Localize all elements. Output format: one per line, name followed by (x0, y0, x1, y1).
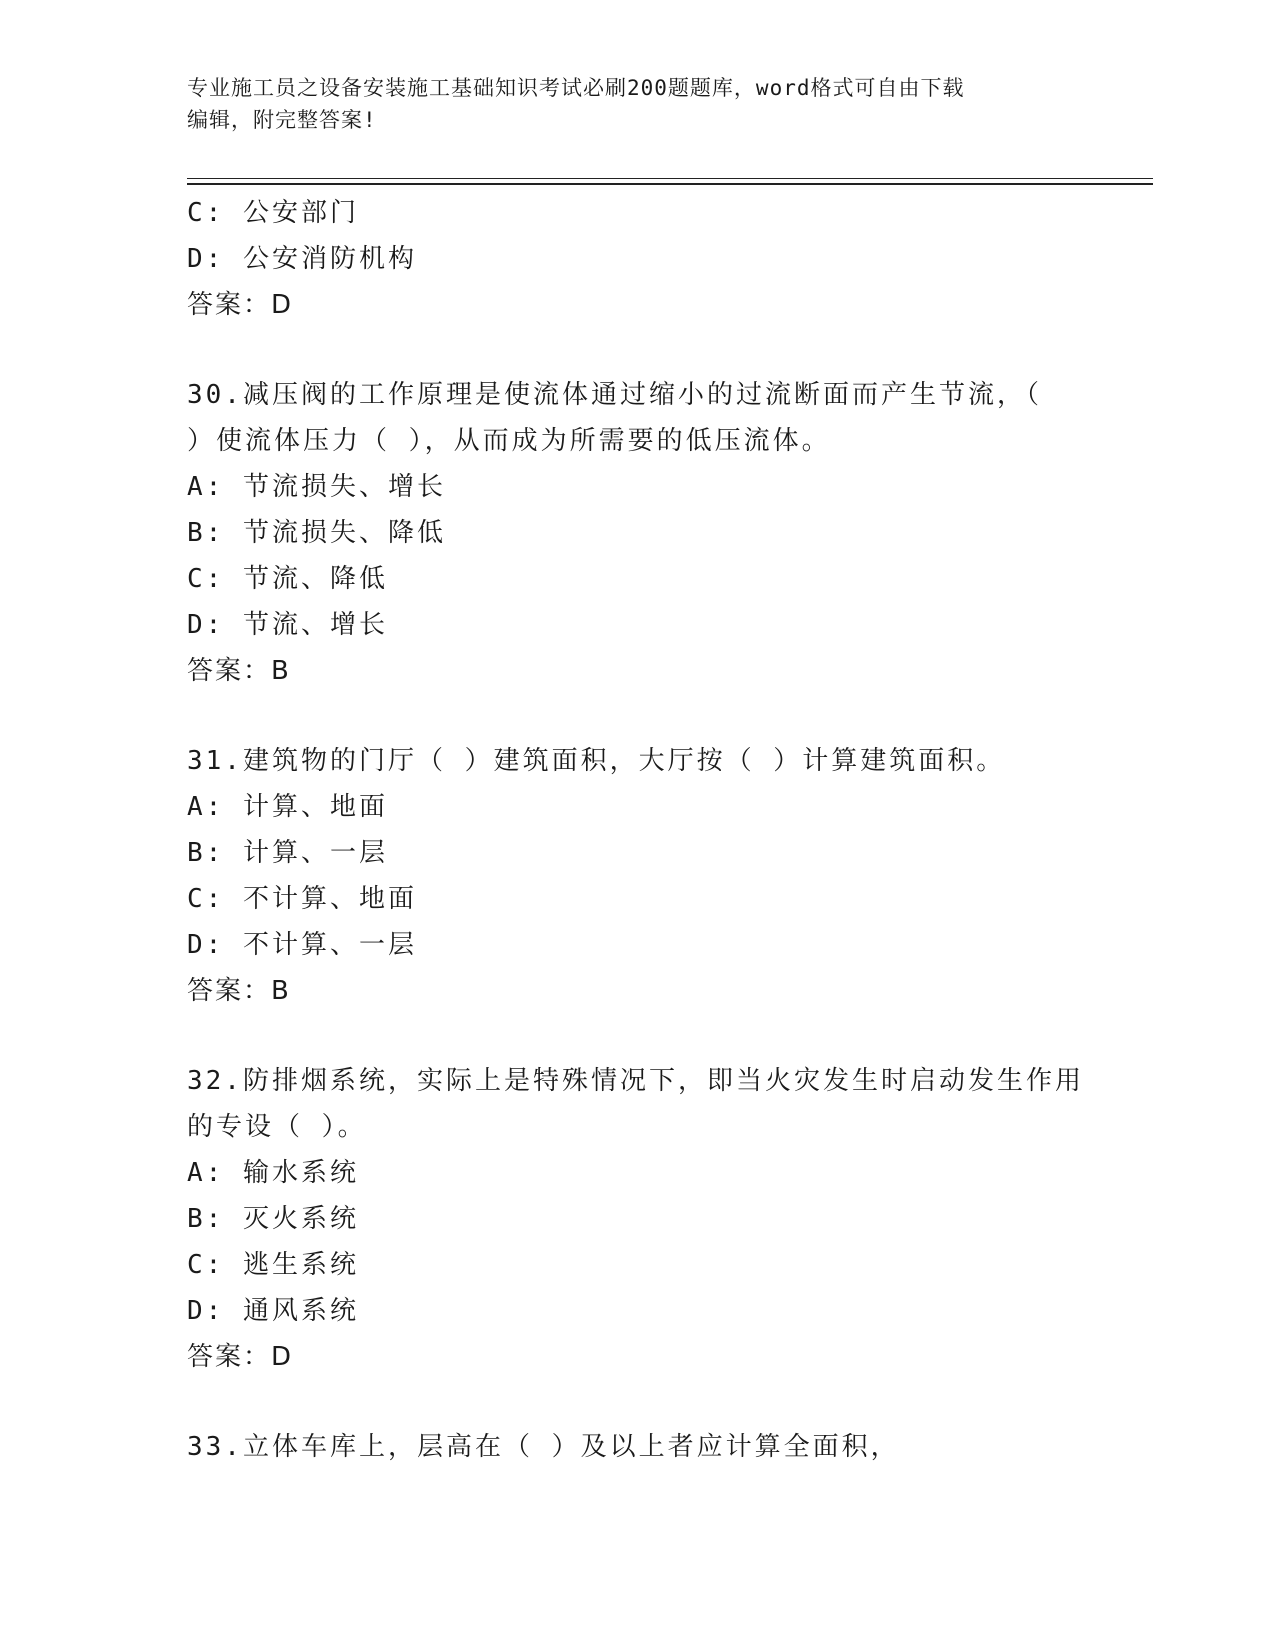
answer: 答案：D (187, 1342, 294, 1372)
option-b: B: 灭火系统 (187, 1204, 359, 1234)
question-stem-line-1: 32.防排烟系统，实际上是特殊情况下，即当火灾发生时启动发生作用 (187, 1066, 1084, 1096)
option-a: A: 计算、地面 (187, 792, 388, 822)
question-29 (187, 190, 1087, 328)
option-b: B: 节流损失、降低 (187, 518, 446, 548)
spacer (187, 1380, 1087, 1424)
option-a: A: 节流损失、增长 (187, 472, 446, 502)
spacer (187, 328, 1087, 372)
document-header (187, 72, 1087, 136)
question-stem-line-1: 30.减压阀的工作原理是使流体通过缩小的过流断面而产生节流，（ (187, 380, 1042, 410)
question-30 (187, 372, 1087, 694)
option-d: D: 不计算、一层 (187, 930, 417, 960)
option-d: D: 节流、增长 (187, 610, 388, 640)
question-32 (187, 1058, 1087, 1380)
option-c: C: 不计算、地面 (187, 884, 417, 914)
question-31 (187, 738, 1087, 1014)
answer: 答案：D (187, 290, 294, 320)
option-b: B: 计算、一层 (187, 838, 388, 868)
header-line-1: 专业施工员之设备安装施工基础知识考试必刷200题题库，word格式可自由下载 (187, 76, 965, 100)
spacer (187, 1014, 1087, 1058)
question-stem-line-1: 31.建筑物的门厅（ ）建筑面积，大厅按（ ）计算建筑面积。 (187, 746, 1006, 776)
option-c: C: 公安部门 (187, 198, 359, 228)
question-list (187, 190, 1087, 1470)
question-33 (187, 1424, 1087, 1470)
option-d: D: 公安消防机构 (187, 244, 417, 274)
header-rule-thin (187, 178, 1153, 179)
option-a: A: 输水系统 (187, 1158, 359, 1188)
option-d: D: 通风系统 (187, 1296, 359, 1326)
question-stem-line-1: 33.立体车库上，层高在（ ）及以上者应计算全面积， (187, 1432, 900, 1462)
header-rule-thick (187, 183, 1153, 185)
answer: 答案：B (187, 656, 291, 686)
question-stem-line-2: 的专设（ ）。 (187, 1112, 367, 1142)
option-c: C: 节流、降低 (187, 564, 388, 594)
spacer (187, 694, 1087, 738)
header-line-2: 编辑，附完整答案! (187, 108, 377, 132)
answer: 答案：B (187, 976, 291, 1006)
option-c: C: 逃生系统 (187, 1250, 359, 1280)
question-stem-line-2: ）使流体压力（ ），从而成为所需要的低压流体。 (187, 426, 831, 456)
